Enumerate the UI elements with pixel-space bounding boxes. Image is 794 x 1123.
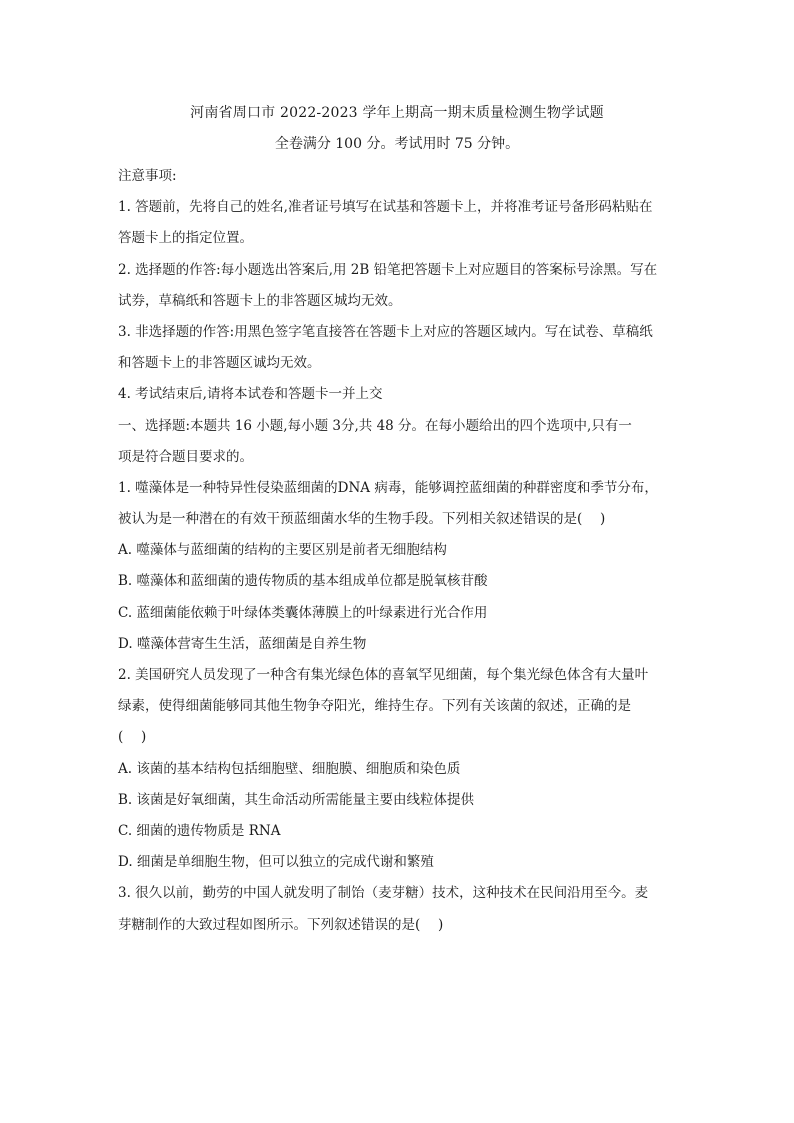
question-stem: ( ) xyxy=(118,729,147,746)
question-stem: 1. 噬藻体是一种特异性侵染蓝细菌的DNA 病毒，能够调控蓝细菌的种群密度和季节分布， xyxy=(118,479,658,496)
notice-line: 答题卡上的指定位置。 xyxy=(118,230,253,247)
option-b: B. 该菌是好氧细菌，其生命活动所需能量主要由线粒体提供 xyxy=(118,791,475,808)
option-a: A. 该菌的基本结构包括细胞壁、细胞膜、细胞质和染色质 xyxy=(118,760,461,777)
question-stem: 3. 很久以前，勤劳的中国人就发明了制饴（麦芽糖）技术，这种技术在民间沿用至今。麦 xyxy=(118,885,649,902)
question-2 xyxy=(118,664,676,873)
document-subtitle: 全卷满分 100 分。考试用时 75 分钟。 xyxy=(274,136,520,152)
notice-line: 4. 考试结束后,请将本试卷和答题卡一并上交 xyxy=(118,386,383,403)
option-c: C. 蓝细菌能依赖于叶绿体类囊体薄膜上的叶绿素进行光合作用 xyxy=(118,604,488,621)
section-one-instructions xyxy=(118,415,676,468)
notice-line: 3. 非选择题的作答:用黑色签字笔直接答在答题卡上对应的答题区域内。写在试卷、草稿纸 xyxy=(118,323,653,340)
question-stem: 被认为是一种潜在的有效干预蓝细菌水华的生物手段。下列相关叙述错误的是( ) xyxy=(118,511,606,528)
notice-line: 和答题卡上的非答题区诚均无效。 xyxy=(118,355,321,372)
notice-section xyxy=(118,165,676,405)
question-stem: 绿素，使得细菌能够同其他生物争夺阳光，维持生存。下列有关该菌的叙述，正确的是 xyxy=(118,698,631,715)
document-title: 河南省周口市 2022-2023 学年上期高一期末质量检测生物学试题 xyxy=(190,105,604,121)
notice-line: 1. 答题前，先将自己的姓名,准者证号填写在试基和答题卡上，并将准考证号备形码粘贴在 xyxy=(118,199,653,216)
option-b: B. 噬藻体和蓝细菌的遗传物质的基本组成单位都是脱氧核苷酸 xyxy=(118,573,488,590)
option-c: C. 细菌的遗传物质是 RNA xyxy=(118,822,281,839)
option-a: A. 噬藻体与蓝细菌的结构的主要区别是前者无细胞结构 xyxy=(118,542,447,559)
option-d: D. 噬藻体营寄生生活，蓝细菌是自养生物 xyxy=(118,635,367,652)
option-d: D. 细菌是单细胞生物，但可以独立的完成代谢和繁殖 xyxy=(118,854,434,871)
question-3 xyxy=(118,882,676,935)
notice-line: 试券，草稿纸和答题卡上的非答题区城均无效。 xyxy=(118,292,402,309)
question-stem: 芽糖制作的大致过程如图所示。下列叙述错误的是( ) xyxy=(118,916,444,933)
notice-line: 2. 选择题的作答:每小题选出答案后,用 2B 铅笔把答题卡上对应题目的答案标号涂黑。写在 xyxy=(118,261,658,278)
question-stem: 2. 美国研究人员发现了一种含有集光绿色体的喜氧罕见细菌，每个集光绿色体含有大量叶 xyxy=(118,667,649,683)
question-1 xyxy=(118,477,676,655)
section-line: 一、选择题:本题共 16 小题,每小题 3分,共 48 分。在每小题给出的四个选项中,只有一 xyxy=(118,417,632,434)
notice-heading: 注意事项: xyxy=(118,168,177,184)
section-line: 项是符合题目要求的。 xyxy=(118,448,253,465)
